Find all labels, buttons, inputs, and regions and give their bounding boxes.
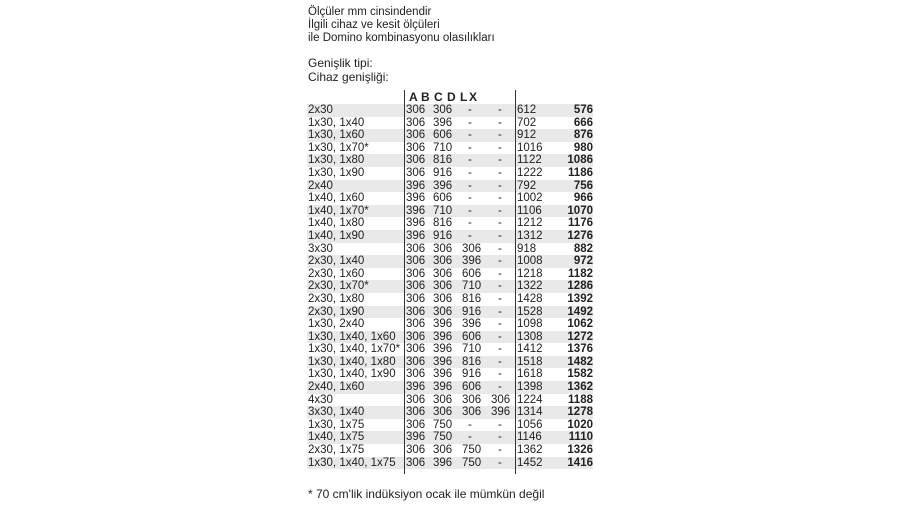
row-label: 1x40, 1x70* bbox=[308, 204, 369, 217]
cell-c: 306 bbox=[462, 406, 482, 419]
cell-a: 306 bbox=[406, 418, 426, 431]
cell-a: 306 bbox=[406, 444, 426, 457]
cell-c: 750 bbox=[462, 456, 482, 469]
table-row bbox=[307, 192, 593, 205]
cell-c: 306 bbox=[462, 393, 482, 406]
cell-a: 306 bbox=[406, 154, 426, 167]
cell-d: - bbox=[498, 166, 502, 179]
table-row bbox=[307, 419, 593, 432]
cell-a: 306 bbox=[406, 166, 426, 179]
cell-c: - bbox=[468, 418, 472, 431]
cell-d: - bbox=[498, 255, 502, 268]
row-label: 1x30, 1x90 bbox=[308, 166, 365, 179]
cell-standard-width: 1122 bbox=[517, 154, 542, 167]
cell-domino-width: 666 bbox=[573, 116, 593, 129]
cell-d: - bbox=[498, 242, 502, 255]
cell-d: - bbox=[498, 217, 502, 230]
cell-domino-width: 1188 bbox=[568, 393, 593, 406]
cell-standard-width: 1218 bbox=[517, 267, 543, 280]
table-row bbox=[307, 457, 593, 470]
cell-a: 396 bbox=[406, 229, 426, 242]
table-row bbox=[307, 318, 593, 331]
table-row bbox=[307, 356, 593, 369]
row-label: 2x30, 1x75 bbox=[308, 444, 365, 457]
table-header bbox=[307, 90, 593, 104]
row-label: 2x30, 1x60 bbox=[308, 267, 365, 280]
cell-domino-width: 1582 bbox=[567, 368, 593, 381]
cell-a: 396 bbox=[406, 192, 426, 205]
cell-domino-width: 876 bbox=[573, 129, 593, 142]
table-row bbox=[307, 205, 593, 218]
cell-b: 306 bbox=[433, 242, 453, 255]
row-label: 1x40, 1x60 bbox=[308, 192, 365, 205]
row-label: 2x40, 1x60 bbox=[308, 381, 365, 394]
cell-domino-width: 1062 bbox=[567, 318, 593, 331]
cell-standard-width: 1222 bbox=[517, 166, 543, 179]
cell-d: - bbox=[498, 418, 502, 431]
row-label: 3x30 bbox=[308, 242, 333, 255]
table-row bbox=[307, 306, 593, 319]
cell-c: - bbox=[468, 154, 472, 167]
cell-a: 306 bbox=[406, 318, 426, 331]
table-row bbox=[307, 406, 593, 419]
cell-b: 916 bbox=[433, 229, 453, 242]
dimensions-note: İlgili cihaz ve kesit ölçüleri bbox=[308, 19, 440, 31]
cell-c: 750 bbox=[462, 444, 482, 457]
cell-c: 816 bbox=[462, 292, 482, 305]
table-row bbox=[307, 280, 593, 293]
cell-domino-width: 882 bbox=[573, 242, 593, 255]
cell-domino-width: 1362 bbox=[567, 381, 593, 394]
table-row bbox=[307, 444, 593, 457]
cell-c: 396 bbox=[462, 318, 482, 331]
cell-a: 306 bbox=[406, 141, 426, 154]
cell-b: 396 bbox=[433, 368, 453, 381]
cell-d: - bbox=[498, 154, 502, 167]
cell-d: - bbox=[498, 381, 502, 394]
cell-c: - bbox=[468, 229, 472, 242]
cell-b: 816 bbox=[433, 154, 453, 167]
cell-b: 710 bbox=[433, 204, 453, 217]
cell-standard-width: 1312 bbox=[517, 229, 543, 242]
row-label: 2x30, 1x90 bbox=[308, 305, 365, 318]
cell-c: 396 bbox=[462, 255, 482, 268]
cell-standard-width: 912 bbox=[517, 129, 537, 142]
cell-domino-width: 1392 bbox=[567, 292, 593, 305]
cell-standard-width: 918 bbox=[517, 242, 537, 255]
cell-standard-width: 1362 bbox=[517, 444, 543, 457]
cell-domino-width: 1186 bbox=[568, 166, 593, 179]
cell-c: 606 bbox=[462, 267, 482, 280]
cell-b: 306 bbox=[433, 393, 453, 406]
row-label: 3x30, 1x40 bbox=[308, 406, 365, 419]
cell-a: 306 bbox=[406, 116, 426, 129]
table-row bbox=[307, 394, 593, 407]
footnote: * 70 cm'lik indüksiyon ocak ile mümkün değil bbox=[308, 487, 545, 501]
cell-b: 306 bbox=[433, 292, 453, 305]
cell-c: - bbox=[468, 431, 472, 444]
cell-d: - bbox=[498, 229, 502, 242]
col-header-x: X bbox=[469, 90, 478, 104]
cell-domino-width: 756 bbox=[573, 179, 593, 192]
row-label: 1x30, 1x40, 1x80 bbox=[308, 355, 396, 368]
row-label: 1x40, 1x80 bbox=[308, 217, 365, 230]
cell-b: 306 bbox=[433, 305, 453, 318]
cell-standard-width: 1098 bbox=[517, 318, 543, 331]
cell-a: 306 bbox=[406, 267, 426, 280]
table-row bbox=[307, 268, 593, 281]
cell-c: 710 bbox=[462, 343, 482, 356]
header bbox=[308, 6, 495, 45]
cell-standard-width: 1308 bbox=[517, 330, 543, 343]
row-label: 2x40 bbox=[308, 179, 333, 192]
cell-domino-width: 1376 bbox=[567, 343, 593, 356]
row-label: 2x30, 1x80 bbox=[308, 292, 365, 305]
cell-a: 306 bbox=[406, 305, 426, 318]
cell-a: 306 bbox=[406, 129, 426, 142]
cell-b: 916 bbox=[433, 166, 453, 179]
row-label: 1x40, 1x90 bbox=[308, 229, 365, 242]
cell-d: 396 bbox=[491, 406, 511, 419]
cell-d: - bbox=[498, 179, 502, 192]
cell-a: 306 bbox=[406, 242, 426, 255]
row-label: 1x30, 1x40, 1x90 bbox=[308, 368, 396, 381]
cell-domino-width: 1110 bbox=[568, 431, 593, 444]
cell-c: - bbox=[468, 204, 472, 217]
table-row bbox=[307, 167, 593, 180]
cell-c: 916 bbox=[462, 368, 482, 381]
cell-d: - bbox=[498, 431, 502, 444]
cell-c: 710 bbox=[462, 280, 482, 293]
cell-a: 306 bbox=[406, 406, 426, 419]
cell-b: 396 bbox=[433, 381, 453, 394]
row-label: 1x30, 1x70* bbox=[308, 141, 369, 154]
cell-c: - bbox=[468, 179, 472, 192]
cell-b: 606 bbox=[433, 192, 453, 205]
table-row bbox=[307, 255, 593, 268]
cell-b: 396 bbox=[433, 330, 453, 343]
cell-d: - bbox=[498, 330, 502, 343]
row-label: 1x30, 1x40, 1x70* bbox=[308, 343, 401, 356]
cell-d: - bbox=[498, 104, 502, 116]
table-row bbox=[307, 104, 593, 117]
row-label: 1x30, 1x40, 1x60 bbox=[308, 330, 396, 343]
table-row bbox=[307, 230, 593, 243]
cell-standard-width: 1398 bbox=[517, 381, 543, 394]
cell-b: 396 bbox=[433, 116, 453, 129]
cell-domino-width: 1182 bbox=[568, 267, 593, 280]
cell-c: 306 bbox=[462, 242, 482, 255]
cell-standard-width: 1518 bbox=[517, 355, 543, 368]
table-body bbox=[307, 104, 593, 469]
cell-c: - bbox=[468, 116, 472, 129]
col-header-a: A bbox=[409, 90, 418, 104]
cell-a: 306 bbox=[406, 104, 426, 116]
cell-a: 396 bbox=[406, 179, 426, 192]
cell-b: 306 bbox=[433, 267, 453, 280]
cell-d: - bbox=[498, 444, 502, 457]
cell-d: - bbox=[498, 280, 502, 293]
cell-d: - bbox=[498, 192, 502, 205]
cell-a: 306 bbox=[406, 343, 426, 356]
cell-standard-width: 792 bbox=[517, 179, 537, 192]
cell-d: - bbox=[498, 318, 502, 331]
cell-b: 306 bbox=[433, 280, 453, 293]
cell-c: - bbox=[468, 104, 472, 116]
cell-standard-width: 702 bbox=[517, 116, 537, 129]
cell-b: 306 bbox=[433, 104, 453, 116]
table-row bbox=[307, 243, 593, 256]
cell-domino-width: 576 bbox=[573, 104, 593, 116]
cell-standard-width: 1452 bbox=[517, 456, 543, 469]
combination-note: ile Domino kombinasyonu olasılıkları bbox=[308, 32, 495, 44]
cell-domino-width: 1278 bbox=[567, 406, 593, 419]
row-label: 2x30, 1x40 bbox=[308, 255, 365, 268]
cell-a: 396 bbox=[406, 431, 426, 444]
cell-a: 306 bbox=[406, 255, 426, 268]
table-row bbox=[307, 180, 593, 193]
cell-domino-width: 980 bbox=[573, 141, 593, 154]
units-note: Ölçüler mm cinsindendir bbox=[308, 6, 432, 18]
cell-d: 306 bbox=[491, 393, 511, 406]
cell-standard-width: 1412 bbox=[517, 343, 543, 356]
cell-domino-width: 1286 bbox=[567, 280, 593, 293]
cell-b: 750 bbox=[433, 431, 453, 444]
cell-b: 396 bbox=[433, 355, 453, 368]
cell-domino-width: 966 bbox=[573, 192, 593, 205]
cell-b: 396 bbox=[433, 318, 453, 331]
cell-b: 306 bbox=[433, 406, 453, 419]
cell-standard-width: 1016 bbox=[517, 141, 543, 154]
cell-domino-width: 972 bbox=[573, 255, 593, 268]
cell-standard-width: 1008 bbox=[517, 255, 543, 268]
cell-c: - bbox=[468, 166, 472, 179]
cell-a: 306 bbox=[406, 330, 426, 343]
cell-a: 306 bbox=[406, 355, 426, 368]
row-label: 2x30, 1x70* bbox=[308, 280, 369, 293]
cell-standard-width: 1618 bbox=[517, 368, 543, 381]
cell-d: - bbox=[498, 292, 502, 305]
col-header-d: D bbox=[447, 90, 456, 104]
cell-standard-width: 612 bbox=[517, 104, 537, 116]
table-row bbox=[307, 129, 593, 142]
cell-d: - bbox=[498, 204, 502, 217]
cell-b: 606 bbox=[433, 129, 453, 142]
cell-standard-width: 1322 bbox=[517, 280, 543, 293]
table-row bbox=[307, 154, 593, 167]
cell-a: 306 bbox=[406, 393, 426, 406]
table-row bbox=[307, 431, 593, 444]
cell-d: - bbox=[498, 456, 502, 469]
row-label: 1x30, 2x40 bbox=[308, 318, 365, 331]
cell-standard-width: 1106 bbox=[517, 204, 542, 217]
cell-domino-width: 1492 bbox=[567, 305, 593, 318]
cell-d: - bbox=[498, 368, 502, 381]
cell-a: 396 bbox=[406, 217, 426, 230]
cell-d: - bbox=[498, 267, 502, 280]
cell-d: - bbox=[498, 355, 502, 368]
cell-standard-width: 1224 bbox=[517, 393, 543, 406]
row-label: 2x30 bbox=[308, 104, 333, 116]
cell-b: 396 bbox=[433, 179, 453, 192]
cell-c: 606 bbox=[462, 330, 482, 343]
cell-d: - bbox=[498, 141, 502, 154]
cell-b: 306 bbox=[433, 255, 453, 268]
row-label: 1x30, 1x75 bbox=[308, 418, 365, 431]
table-row bbox=[307, 343, 593, 356]
cell-a: 396 bbox=[406, 204, 426, 217]
col-header-b: B bbox=[421, 90, 430, 104]
device-width-label: Cihaz genişliği: bbox=[308, 70, 389, 84]
type-block bbox=[308, 56, 389, 84]
cell-c: - bbox=[468, 141, 472, 154]
cell-domino-width: 1086 bbox=[567, 154, 593, 167]
cell-b: 710 bbox=[433, 141, 453, 154]
cell-standard-width: 1146 bbox=[517, 431, 542, 444]
cell-c: - bbox=[468, 192, 472, 205]
cell-a: 306 bbox=[406, 456, 426, 469]
cell-a: 306 bbox=[406, 292, 426, 305]
cell-b: 396 bbox=[433, 456, 453, 469]
cell-c: - bbox=[468, 217, 472, 230]
cell-domino-width: 1482 bbox=[567, 355, 593, 368]
cell-d: - bbox=[498, 305, 502, 318]
cell-d: - bbox=[498, 343, 502, 356]
row-label: 4x30 bbox=[308, 393, 333, 406]
cell-b: 306 bbox=[433, 444, 453, 457]
width-type-label: Genişlik tipi: bbox=[308, 56, 373, 70]
row-label: 1x30, 1x40 bbox=[308, 116, 365, 129]
column-divider-right bbox=[515, 90, 516, 474]
row-label: 1x40, 1x75 bbox=[308, 431, 365, 444]
cell-d: - bbox=[498, 116, 502, 129]
cell-domino-width: 1326 bbox=[567, 444, 593, 457]
cell-domino-width: 1176 bbox=[568, 217, 593, 230]
row-label: 1x30, 1x60 bbox=[308, 129, 365, 142]
cell-domino-width: 1416 bbox=[567, 456, 593, 469]
cell-standard-width: 1428 bbox=[517, 292, 543, 305]
combination-table bbox=[307, 90, 593, 469]
cell-d: - bbox=[498, 129, 502, 142]
column-divider-left bbox=[404, 90, 405, 474]
cell-c: 916 bbox=[462, 305, 482, 318]
cell-domino-width: 1070 bbox=[567, 204, 593, 217]
table-row bbox=[307, 117, 593, 130]
cell-c: - bbox=[468, 129, 472, 142]
cell-standard-width: 1212 bbox=[517, 217, 543, 230]
cell-standard-width: 1528 bbox=[517, 305, 543, 318]
table-row bbox=[307, 293, 593, 306]
cell-b: 750 bbox=[433, 418, 453, 431]
cell-standard-width: 1002 bbox=[517, 192, 543, 205]
cell-domino-width: 1020 bbox=[567, 418, 593, 431]
row-label: 1x30, 1x40, 1x75 bbox=[308, 456, 396, 469]
row-label: 1x30, 1x80 bbox=[308, 154, 365, 167]
table-row bbox=[307, 381, 593, 394]
cell-c: 606 bbox=[462, 381, 482, 394]
cell-standard-width: 1314 bbox=[517, 406, 543, 419]
cell-a: 396 bbox=[406, 381, 426, 394]
cell-domino-width: 1272 bbox=[567, 330, 593, 343]
cell-domino-width: 1276 bbox=[567, 229, 593, 242]
table-row bbox=[307, 331, 593, 344]
col-header-c: C bbox=[434, 90, 443, 104]
cell-b: 396 bbox=[433, 343, 453, 356]
cell-a: 306 bbox=[406, 368, 426, 381]
table-row bbox=[307, 368, 593, 381]
cell-b: 816 bbox=[433, 217, 453, 230]
cell-a: 306 bbox=[406, 280, 426, 293]
cell-c: 816 bbox=[462, 355, 482, 368]
cell-standard-width: 1056 bbox=[517, 418, 543, 431]
table-row bbox=[307, 217, 593, 230]
col-header-l: L bbox=[460, 90, 468, 104]
table-row bbox=[307, 142, 593, 155]
